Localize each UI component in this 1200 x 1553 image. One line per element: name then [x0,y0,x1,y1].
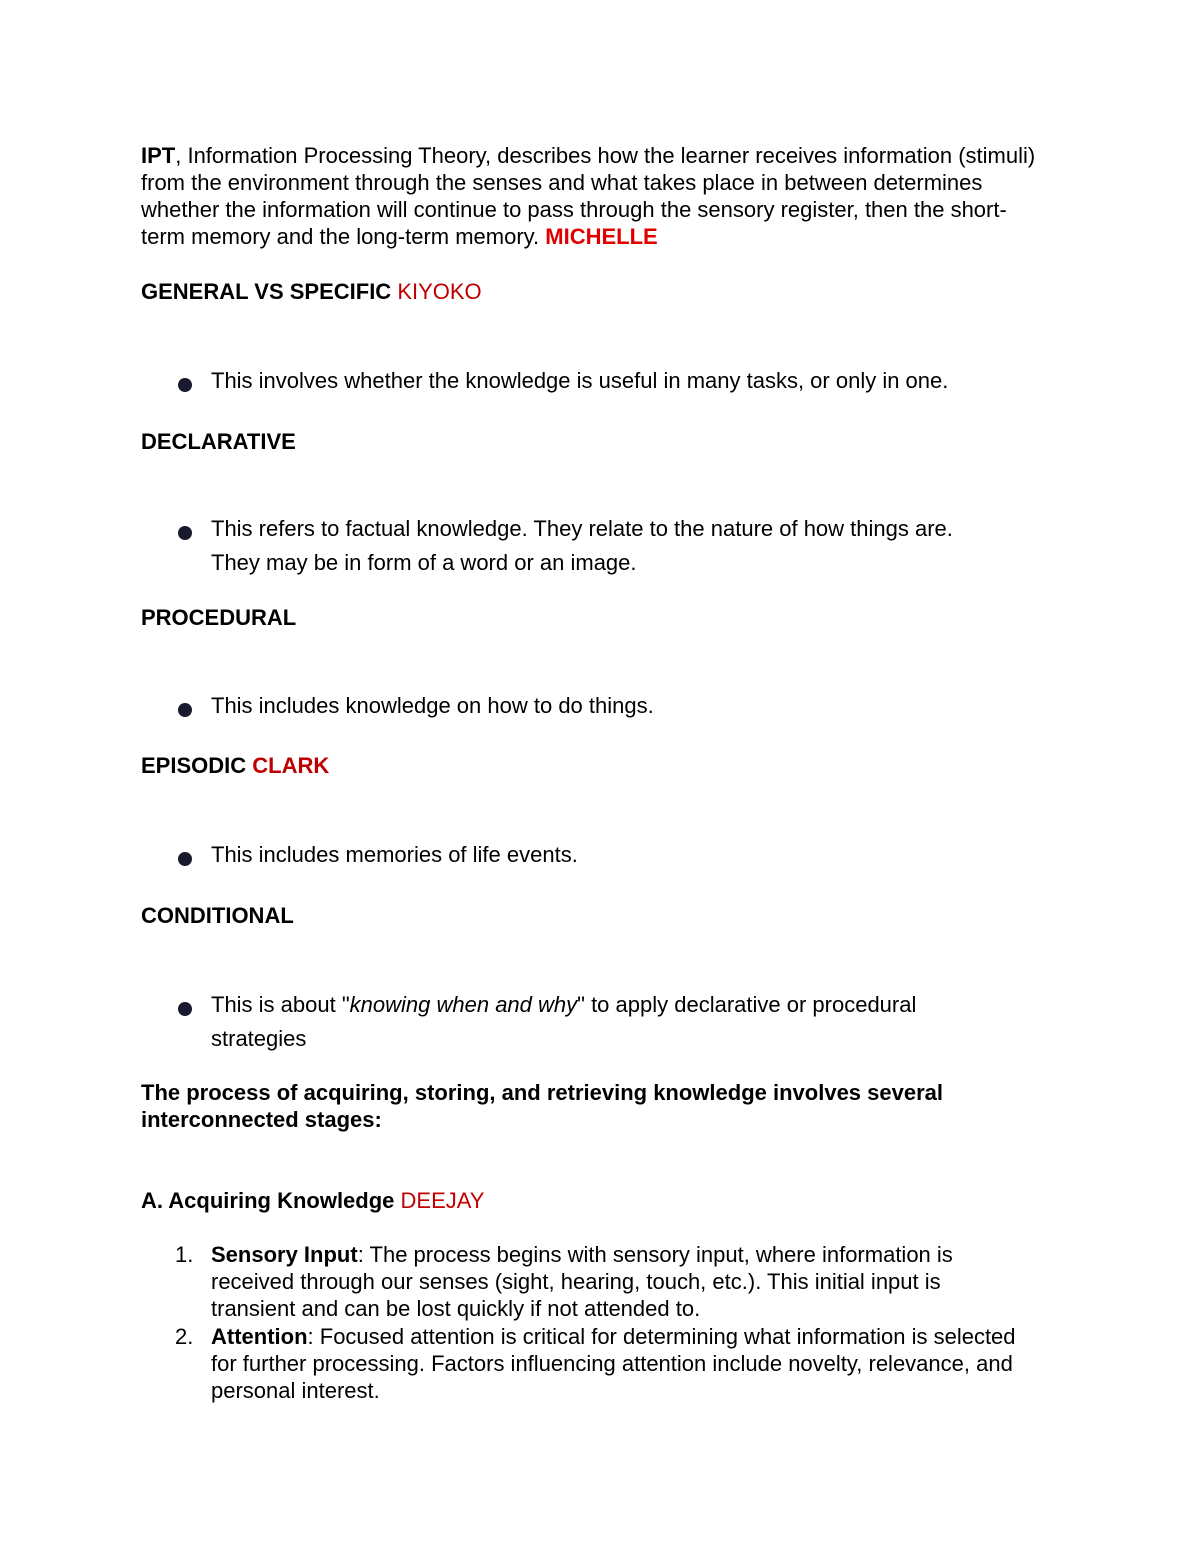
general-author-name: KIYOKO [397,279,482,304]
intro-paragraph [141,142,1041,250]
bullet-icon [178,852,192,866]
item-term: Attention [211,1324,308,1349]
bullet-line: This refers to factual knowledge. They relate to the nature of how things are. [211,516,953,541]
intro-author-name: MICHELLE [545,224,658,249]
item-text [211,1323,1031,1404]
heading-general-text: GENERAL VS SPECIFIC [141,279,398,304]
heading-episodic-text: EPISODIC [141,753,253,778]
heading-conditional: CONDITIONAL [141,903,294,928]
heading-acquiring-knowledge [141,1187,484,1214]
heading-acquiring-text: A. Acquiring Knowledge [141,1188,401,1213]
bullet-text-post: " to apply declarative or procedural [577,992,917,1017]
bullet-icon [178,703,192,717]
item-number: 1. [175,1242,194,1267]
item-number: 2. [175,1324,194,1349]
episodic-author-name: CLARK [252,753,330,778]
item-description: : The process begins with sensory input, where information is received through our senses (sight, hearing, touch, etc.). This initial input is transient and can be lost quickly if not attended to. [211,1242,953,1321]
bullet-line [211,988,1031,1022]
bullet-text-italic: knowing when and why [349,992,578,1017]
heading-declarative: DECLARATIVE [141,429,296,454]
bullet-line: strategies [211,1026,307,1051]
heading-procedural: PROCEDURAL [141,605,297,630]
bullet-text-declarative [211,512,1031,580]
bullet-text-episodic: This includes memories of life events. [211,842,578,867]
bullet-line: They may be in form of a word or an image. [211,550,637,575]
heading-episodic [141,752,329,779]
bullet-icon [178,1002,192,1016]
process-paragraph: The process of acquiring, storing, and retrieving knowledge involves several interconnected stages: [141,1080,944,1132]
bullet-text-general: This involves whether the knowledge is useful in many tasks, or only in one. [211,368,949,393]
item-text [211,1241,1031,1322]
item-term: Sensory Input [211,1242,358,1267]
acquiring-author-name: DEEJAY [400,1188,485,1213]
heading-general-vs-specific [141,278,482,305]
bullet-text-procedural: This includes knowledge on how to do things. [211,693,654,718]
item-description: : Focused attention is critical for determining what information is selected for further processing. Factors influencing attention include novelty, relevance, and personal interest. [211,1324,1016,1403]
bullet-text-conditional [211,988,1031,1056]
bullet-text-pre: This is about " [211,992,350,1017]
intro-text: , Information Processing Theory, describes how the learner receives information (stimuli) from the environment through the senses and what takes place in between determines whether the information will continue to pass through the sensory register, then the short-term memory and the long-term memory. [141,143,1036,249]
intro-abbr: IPT [141,143,176,168]
bullet-icon [178,378,192,392]
bullet-icon [178,526,192,540]
